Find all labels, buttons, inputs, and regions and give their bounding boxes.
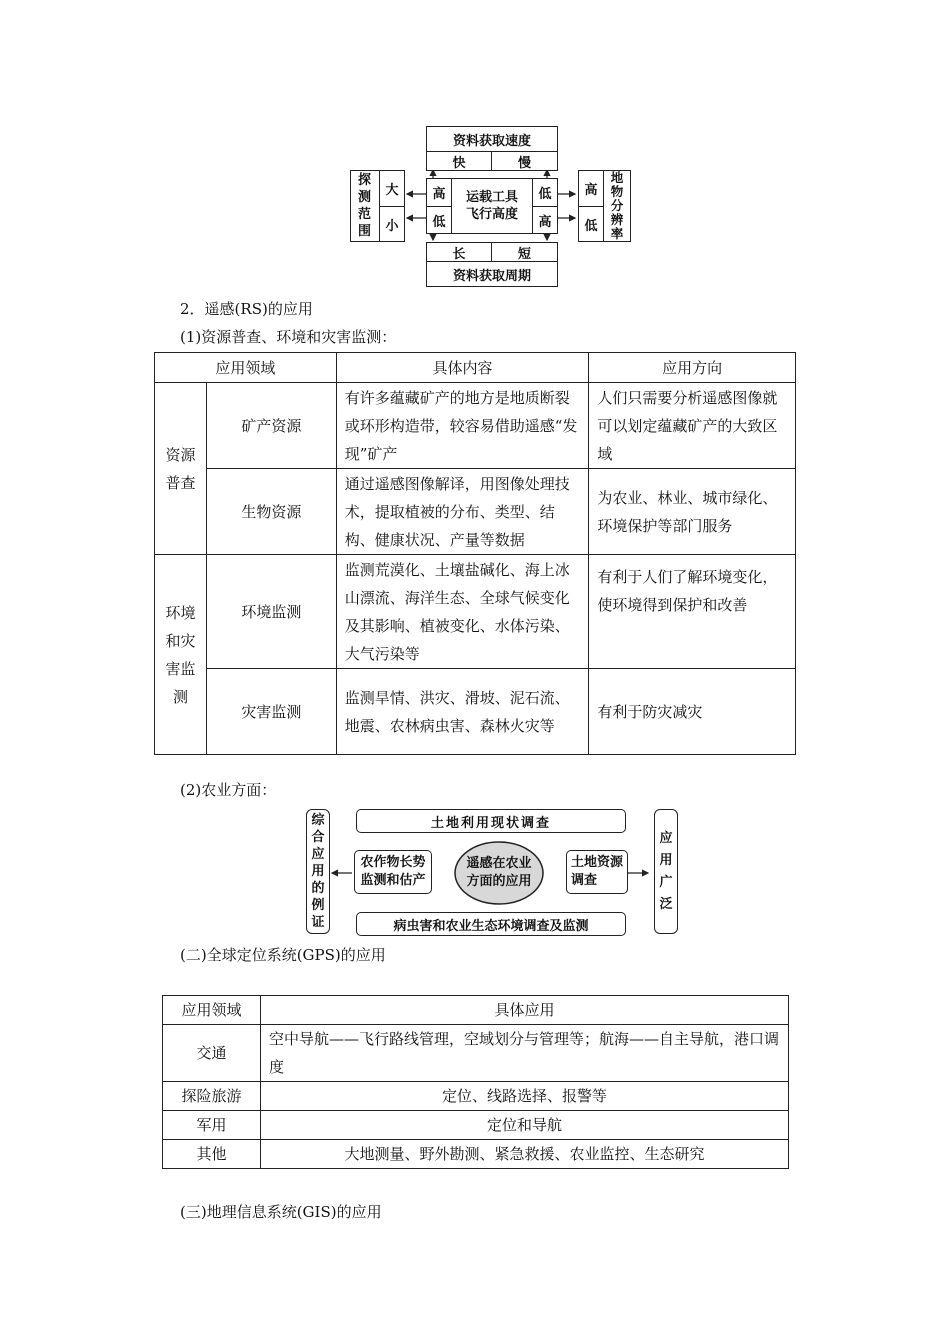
left-label: 综合应用的例证: [311, 813, 325, 930]
rs-header-field: 应用领域: [155, 353, 337, 383]
top-box: 土地利用现状调查: [356, 809, 626, 833]
center-line2: 方面的应用: [466, 874, 532, 889]
speed-title-box: 资料获取速度: [426, 126, 558, 152]
range-big: 大: [379, 170, 405, 207]
gps-heading: (二)全球定位系统(GPS)的应用: [180, 946, 386, 964]
section2-heading: 2．遥感(RS)的应用: [180, 300, 313, 318]
res-low: 低: [578, 206, 604, 242]
rs-row-field: 灾害监测: [206, 669, 336, 755]
left-label-box: [306, 809, 330, 934]
range-label-box: [350, 170, 380, 242]
period-title-box: 资料获取周期: [426, 261, 558, 287]
range-small: 小: [379, 206, 405, 242]
section2-sub1: (1)资源普查、环境和灾害监测：: [180, 328, 397, 346]
rs-application-table: [154, 352, 796, 755]
speed-fast: 快: [426, 151, 492, 171]
range-label: 探测范围: [358, 173, 373, 239]
right-label-box: [654, 809, 678, 934]
gps-row-field: 探险旅游: [163, 1082, 261, 1111]
gps-application-table: [162, 995, 789, 1169]
table-row: [163, 1140, 789, 1169]
period-long: 长: [426, 242, 492, 262]
center-line1: 遥感在农业: [466, 856, 532, 871]
right-box: [566, 850, 628, 894]
gps-header-content: 具体应用: [261, 996, 789, 1025]
alt-high-right: 高: [532, 206, 558, 234]
left-box-line2: 监测和估产: [360, 873, 426, 888]
rs-row-content: 监测旱情、洪灾、滑坡、泥石流、地震、农林病虫害、森林火灾等: [336, 669, 589, 755]
right-box-line2: 调查: [571, 873, 598, 888]
left-box: [354, 850, 432, 894]
table-row: [155, 383, 796, 469]
table-row: [155, 555, 796, 669]
alt-low-left: 低: [426, 206, 452, 234]
period-short: 短: [491, 242, 558, 262]
altitude-center-label: [452, 189, 532, 223]
rs-row-content: 监测荒漠化、土壤盐碱化、海上冰山漂流、海洋生态、全球气候变化及其影响、植被变化、水体污染、大气污染等: [336, 555, 589, 669]
left-box-line1: 农作物长势: [360, 855, 426, 870]
resolution-label-box: [603, 170, 631, 242]
speed-slow: 慢: [491, 151, 558, 171]
table-row: [163, 1082, 789, 1111]
center-label: [456, 855, 542, 891]
rs-row-direction: 有利于人们了解环境变化，使环境得到保护和改善: [589, 555, 796, 669]
rs-row-field: 矿产资源: [206, 383, 336, 469]
gps-row-content: 空中导航——飞行路线管理，空域划分与管理等；航海——自主导航，港口调度: [261, 1025, 789, 1082]
rs-row-direction: 有利于防灾减灾: [589, 669, 796, 755]
center-line1: 运载工具: [465, 190, 518, 205]
right-label: 应用广泛: [659, 830, 673, 912]
gps-row-content: 定位和导航: [261, 1111, 789, 1140]
rs-row-content: 有许多蕴藏矿产的地方是地质断裂或环形构造带，较容易借助遥感“发现”矿产: [336, 383, 589, 469]
table-row: [163, 1111, 789, 1140]
alt-high-left: 高: [426, 178, 452, 207]
rs-group-resource: 资源普查: [155, 383, 207, 555]
table-row: [163, 1025, 789, 1082]
gps-row-field: 军用: [163, 1111, 261, 1140]
rs-row-field: 生物资源: [206, 469, 336, 555]
rs-row-direction: 人们只需要分析遥感图像就可以划定蕴藏矿产的大致区域: [589, 383, 796, 469]
rs-row-content: 通过遥感图像解译，用图像处理技术，提取植被的分布、类型、结构、健康状况、产量等数据: [336, 469, 589, 555]
gps-row-field: 其他: [163, 1140, 261, 1169]
rs-group-environment: 环境和灾害监测: [155, 555, 207, 755]
gps-row-field: 交通: [163, 1025, 261, 1082]
resolution-label: 地物分辨率: [610, 170, 624, 241]
res-high: 高: [578, 170, 604, 207]
right-box-line1: 土地资源: [571, 855, 624, 870]
section2-sub2: (2)农业方面：: [180, 781, 277, 799]
table-row: [155, 469, 796, 555]
rs-header-content: 具体内容: [336, 353, 589, 383]
table-row: [155, 669, 796, 755]
gps-header-field: 应用领域: [163, 996, 261, 1025]
rs-row-direction: 为农业、林业、城市绿化、环境保护等部门服务: [589, 469, 796, 555]
center-line2: 飞行高度: [465, 207, 518, 222]
rs-row-field: 环境监测: [206, 555, 336, 669]
alt-low-right: 低: [532, 178, 558, 207]
bottom-box: 病虫害和农业生态环境调查及监测: [356, 912, 626, 936]
gps-row-content: 定位、线路选择、报警等: [261, 1082, 789, 1111]
rs-header-direction: 应用方向: [589, 353, 796, 383]
gps-row-content: 大地测量、野外勘测、紧急救援、农业监控、生态研究: [261, 1140, 789, 1169]
gis-heading: (三)地理信息系统(GIS)的应用: [180, 1203, 382, 1221]
